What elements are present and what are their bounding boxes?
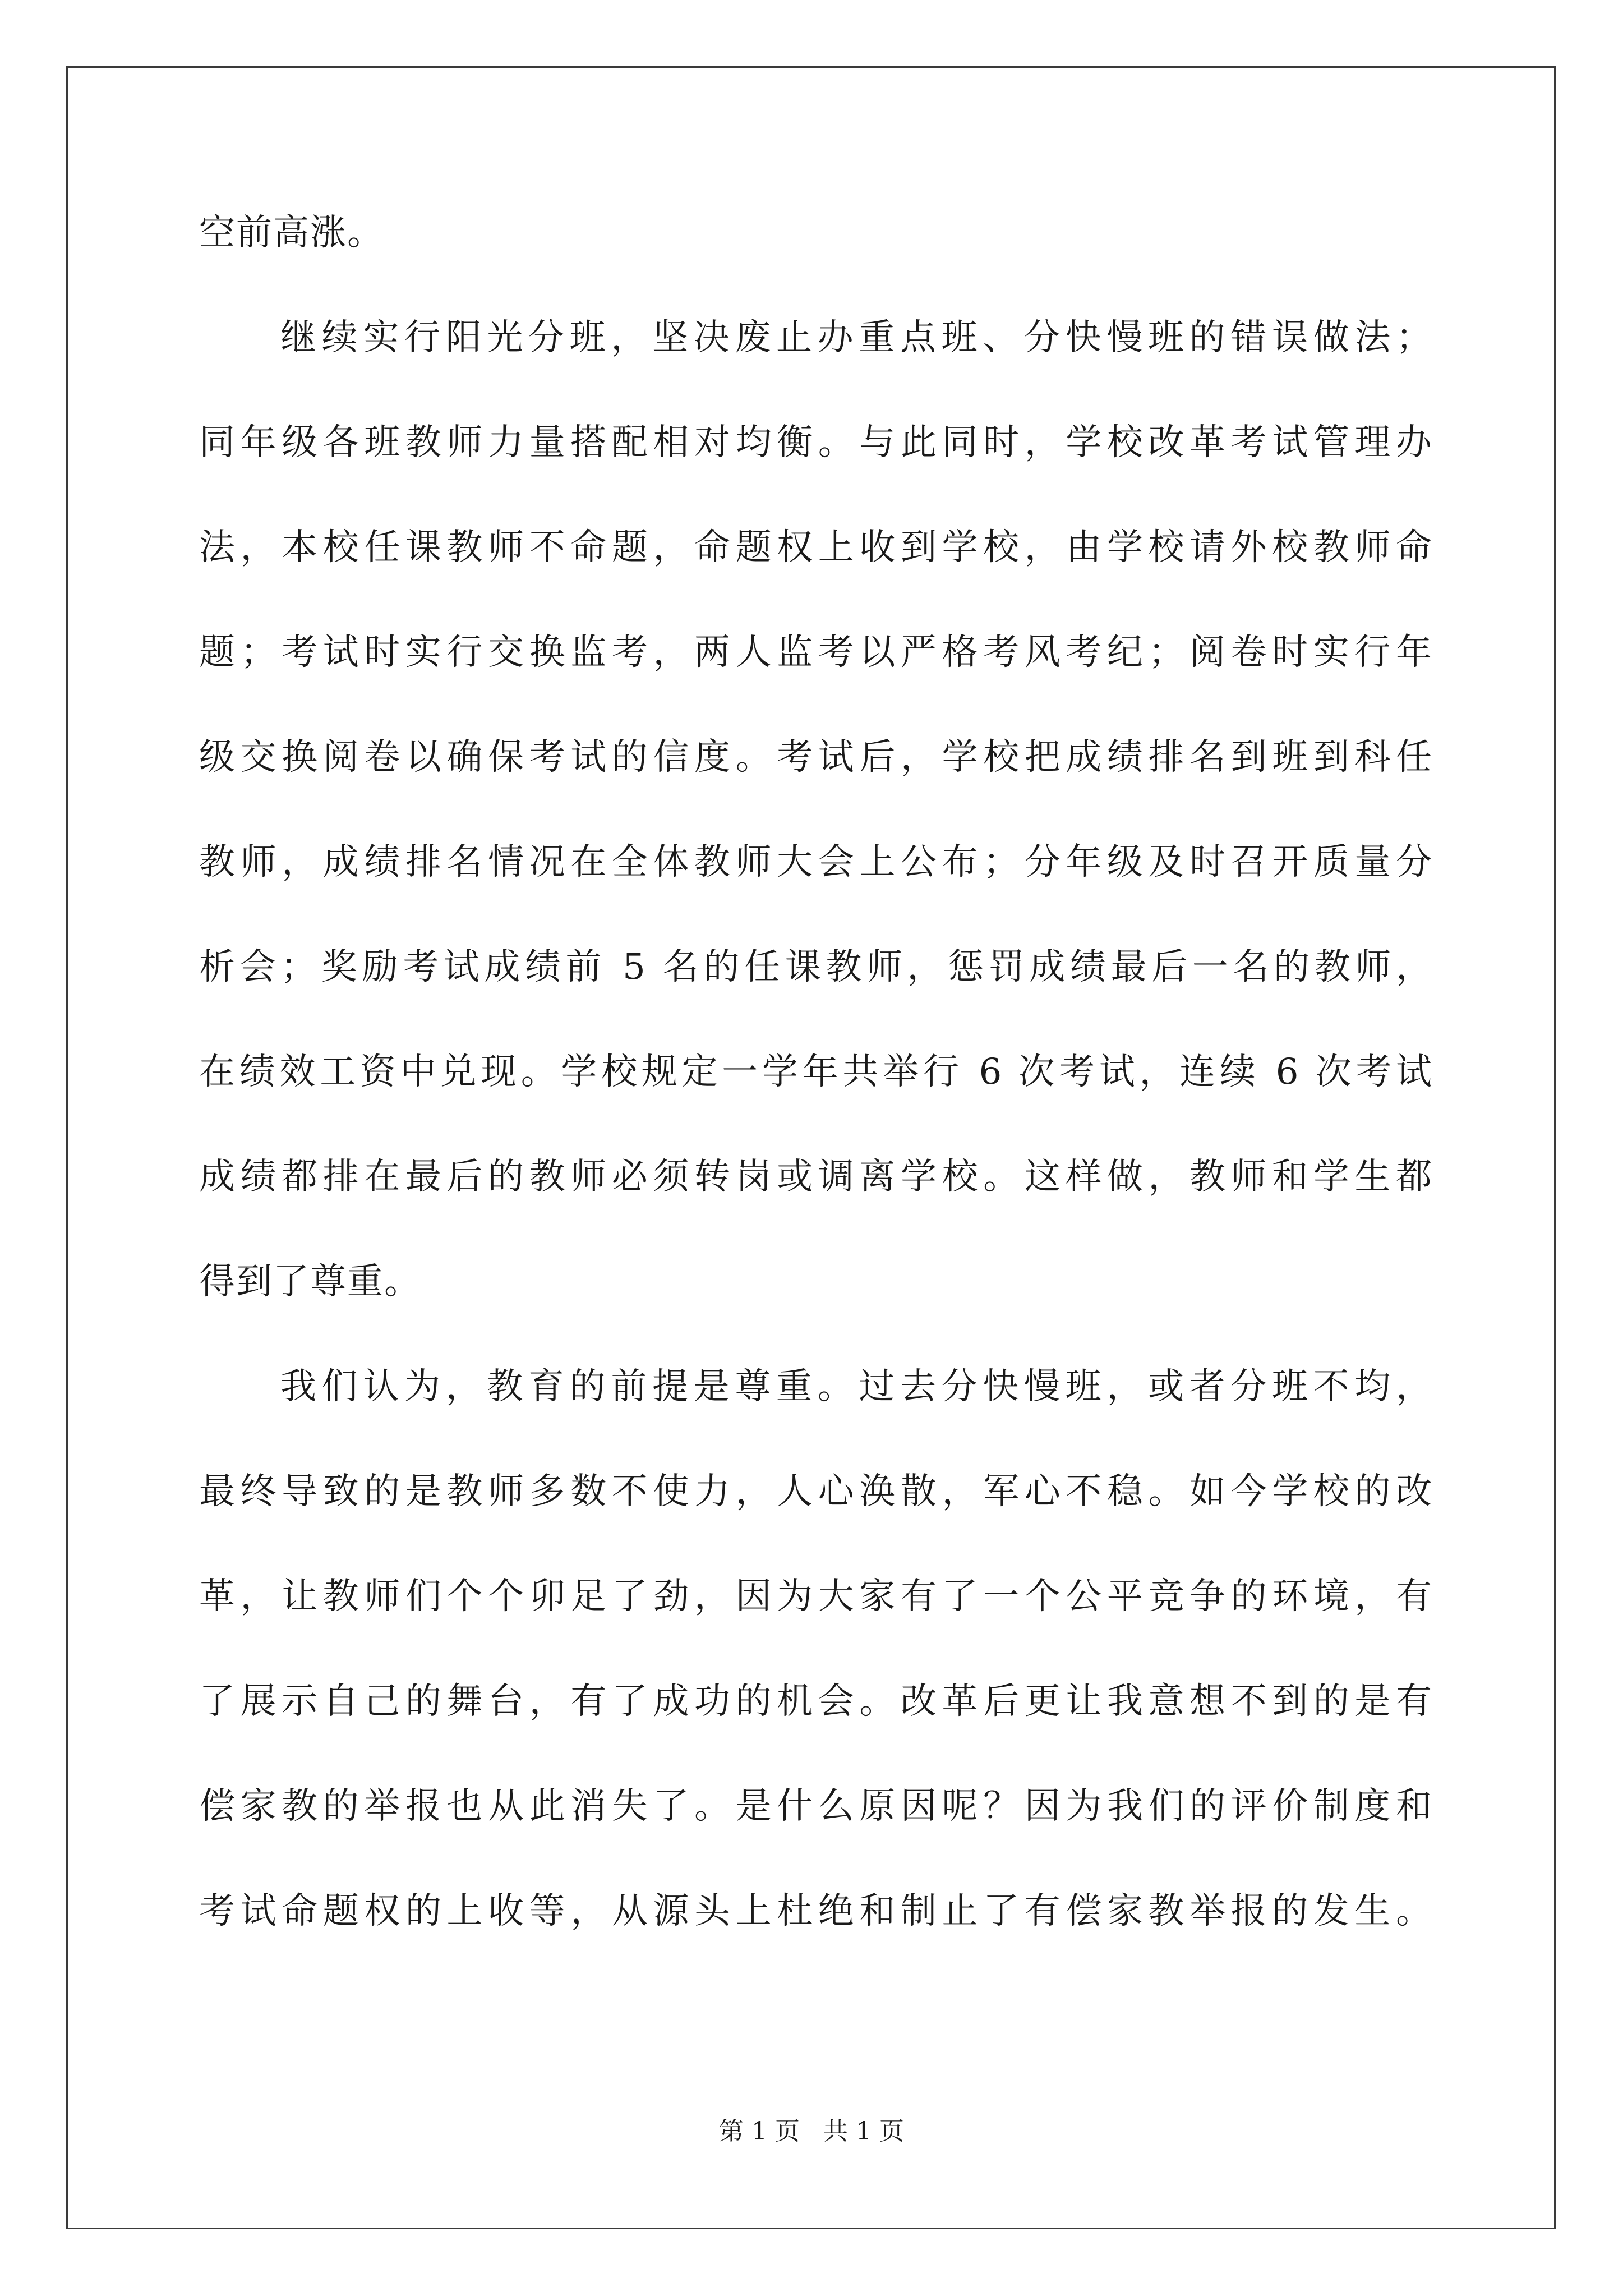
text-line: 考试命题权的上收等，从源头上杜绝和制止了有偿家教举报的发生。 xyxy=(199,1890,1433,1932)
text-line: 教师，成绩排名情况在全体教师大会上公布；分年级及时召开质量分 xyxy=(199,841,1433,883)
text-line: 题；考试时实行交换监考，两人监考以严格考风考纪；阅卷时实行年 xyxy=(199,632,1433,673)
text-line: 革，让教师们个个卯足了劲，因为大家有了一个公平竞争的环境，有 xyxy=(199,1576,1433,1617)
text-line: 得到了尊重。 xyxy=(199,1261,421,1303)
text-line: 同年级各班教师力量搭配相对均衡。与此同时，学校改革考试管理办 xyxy=(199,422,1433,463)
text-line: 继续实行阳光分班，坚决废止办重点班、分快慢班的错误做法； xyxy=(280,317,1433,358)
document-body xyxy=(199,205,1433,1988)
text-line: 我们认为，教育的前提是尊重。过去分快慢班，或者分班不均， xyxy=(280,1366,1433,1407)
page-number-current: 第 1 页 xyxy=(719,2117,800,2146)
text-line: 偿家教的举报也从此消失了。是什么原因呢？因为我们的评价制度和 xyxy=(199,1786,1433,1827)
text-line: 法，本校任课教师不命题，命题权上收到学校，由学校请外校教师命 xyxy=(199,527,1433,568)
page-number-total: 共 1 页 xyxy=(823,2117,904,2146)
text-line: 在绩效工资中兑现。学校规定一学年共举行 6 次考试，连续 6 次考试 xyxy=(199,1051,1433,1093)
text-line: 了展示自己的舞台，有了成功的机会。改革后更让我意想不到的是有 xyxy=(199,1681,1433,1722)
text-line: 析会；奖励考试成绩前 5 名的任课教师，惩罚成绩最后一名的教师， xyxy=(199,946,1433,988)
text-line: 空前高涨。 xyxy=(199,212,384,254)
text-line: 成绩都排在最后的教师必须转岗或调离学校。这样做，教师和学生都 xyxy=(199,1156,1433,1198)
page-footer xyxy=(0,2115,1623,2148)
text-line: 最终导致的是教师多数不使力，人心涣散，军心不稳。如今学校的改 xyxy=(199,1471,1433,1512)
text-line: 级交换阅卷以确保考试的信度。考试后，学校把成绩排名到班到科任 xyxy=(199,737,1433,778)
